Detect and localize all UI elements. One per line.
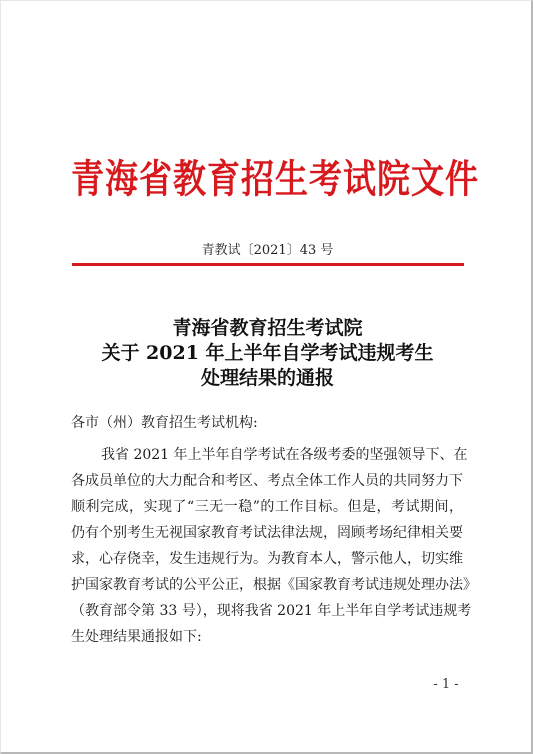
- body-line: 我省 2021 年上半年自学考试在各级考委的坚强领导下、在: [101, 447, 468, 463]
- body-line: 生处理结果通报如下:: [71, 629, 202, 645]
- body-line: 顺利完成，实现了“三无一稳”的工作目标。但是，考试期间，: [71, 499, 463, 515]
- title-line-1: 青海省教育招生考试院: [172, 317, 363, 339]
- body-line: 求，心存侥幸，发生违规行为。为教育本人，警示他人，切实维: [71, 551, 463, 567]
- body-line: 仍有个别考生无视国家教育考试法律法规，罔顾考场纪律相关要: [71, 525, 463, 541]
- body-line: 护国家教育考试的公平公正，根据《国家教育考试违规处理办法》: [71, 577, 477, 593]
- title-line-3: 处理结果的通报: [200, 367, 334, 389]
- document-number: 青教试〔2021〕43 号: [201, 243, 334, 258]
- red-divider: [72, 263, 464, 266]
- page-number: - 1 -: [433, 677, 459, 692]
- title-line-2: 关于 2021 年上半年自学考试违规考生: [101, 342, 434, 364]
- body-line: 各成员单位的大力配合和考区、考点全体工作人员的共同努力下: [71, 473, 463, 489]
- body-line: （教育部令第 33 号），现将我省 2021 年上半年自学考试违规考: [71, 603, 472, 619]
- salutation: 各市（州）教育招生考试机构:: [71, 415, 258, 431]
- agency-header: 青海省教育招生考试院文件: [71, 156, 479, 203]
